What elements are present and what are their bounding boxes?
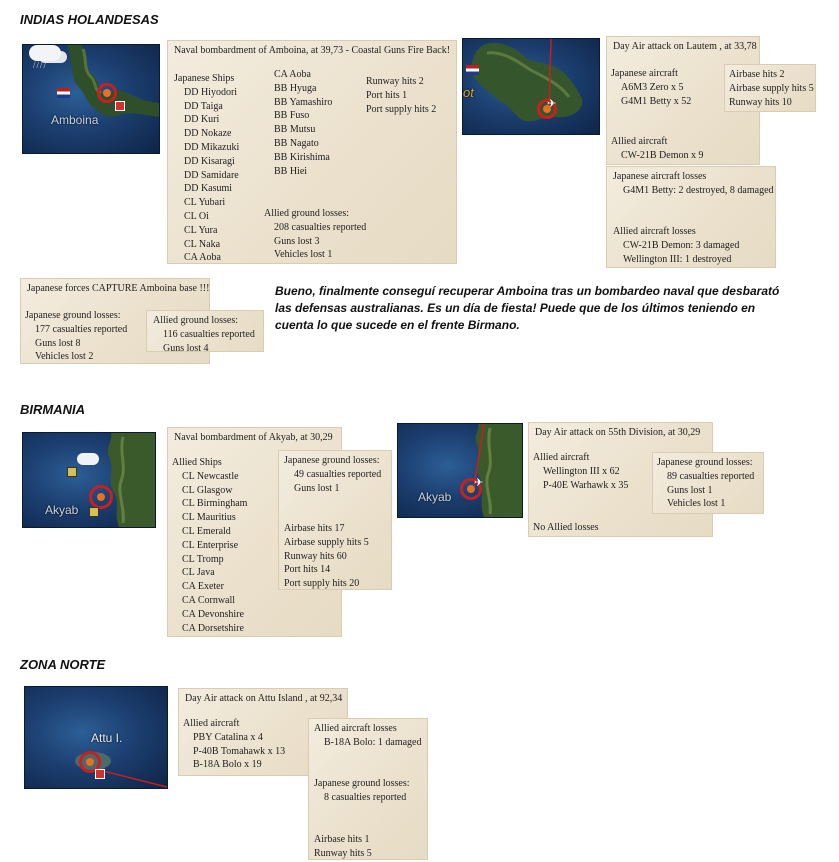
cloud-icon bbox=[77, 453, 99, 465]
allied-aircraft-list bbox=[611, 135, 704, 163]
list-header: Japanese aircraft bbox=[611, 68, 678, 79]
list-item: CL Emerald bbox=[182, 525, 231, 537]
bombardment-results bbox=[366, 75, 436, 116]
explosion-icon bbox=[86, 758, 94, 766]
result-item: Runway hits 2 bbox=[366, 76, 424, 87]
list-item: DD Mikazuki bbox=[184, 141, 240, 153]
result-item: Airbase hits 17 bbox=[284, 523, 345, 534]
list-item: Guns lost 3 bbox=[274, 235, 320, 247]
list-item: Vehicles lost 1 bbox=[274, 249, 333, 261]
allied-ground-losses bbox=[264, 207, 366, 262]
list-header: Allied aircraft bbox=[183, 718, 240, 729]
map-attu bbox=[24, 686, 168, 789]
list-item: BB Fuso bbox=[274, 110, 310, 122]
list-item: CA Aoba bbox=[184, 252, 221, 264]
list-item: DD Kasumi bbox=[184, 183, 233, 195]
japanese-ships-list bbox=[174, 72, 239, 265]
panel-title: Naval bombardment of Akyab, at 30,29 bbox=[174, 432, 333, 443]
bombardment-results bbox=[284, 522, 369, 591]
list-item: P-40E Warhawk x 35 bbox=[543, 479, 629, 491]
list-item: 177 casualties reported bbox=[35, 323, 128, 335]
list-item: DD Nokaze bbox=[184, 128, 232, 140]
panel-lautem-losses bbox=[606, 166, 776, 268]
unit-marker-icon bbox=[89, 507, 99, 517]
list-item: DD Kisaragi bbox=[184, 155, 235, 167]
map-lautem bbox=[462, 38, 600, 135]
explosion-icon bbox=[97, 493, 105, 501]
list-item: CW-21B Demon x 9 bbox=[621, 149, 704, 161]
list-item: 208 casualties reported bbox=[274, 221, 367, 233]
list-item: Wellington III x 62 bbox=[543, 465, 620, 477]
list-item: CL Enterprise bbox=[182, 539, 239, 551]
map-akyab-2-terrain bbox=[398, 424, 522, 517]
list-item: G4M1 Betty: 2 destroyed, 8 damaged bbox=[623, 184, 774, 196]
panel-title: Naval bombardment of Amboina, at 39,73 - Coastal Guns Fire Back! bbox=[174, 45, 451, 56]
rain-icon: //// bbox=[33, 60, 48, 70]
list-item: Guns lost 1 bbox=[294, 482, 340, 494]
list-header: Japanese Ships bbox=[174, 73, 235, 84]
map-label-akyab: Akyab bbox=[45, 503, 79, 517]
list-item: Guns lost 4 bbox=[163, 342, 209, 354]
result-item: Runway hits 5 bbox=[314, 847, 372, 859]
list-header: Allied ground losses: bbox=[153, 315, 238, 326]
list-item: CL Oi bbox=[184, 210, 209, 222]
section-title-birmania: BIRMANIA bbox=[20, 402, 85, 417]
list-header: Allied ground losses: bbox=[264, 208, 349, 219]
list-item: BB Kirishima bbox=[274, 151, 330, 163]
map-lautem-terrain bbox=[463, 39, 599, 134]
list-item: CL Yubari bbox=[184, 197, 226, 209]
allied-aircraft-list bbox=[183, 717, 285, 772]
list-header: Japanese ground losses: bbox=[657, 457, 753, 468]
list-item: Guns lost 8 bbox=[35, 337, 81, 349]
list-item: DD Kuri bbox=[184, 114, 220, 126]
list-item: G4M1 Betty x 52 bbox=[621, 95, 692, 107]
list-item: B-18A Bolo x 19 bbox=[193, 759, 262, 771]
list-item: BB Mutsu bbox=[274, 124, 316, 136]
result-item: Airbase hits 2 bbox=[729, 69, 785, 80]
list-item: CL Yura bbox=[184, 224, 218, 236]
map-akyab-2 bbox=[397, 423, 523, 518]
list-item: CL Mauritius bbox=[182, 512, 236, 524]
result-item: Runway hits 10 bbox=[729, 96, 792, 108]
list-header: Japanese aircraft losses bbox=[613, 171, 707, 182]
result-item: Port supply hits 2 bbox=[366, 103, 437, 115]
list-item: CW-21B Demon: 3 damaged bbox=[623, 239, 740, 251]
map-akyab bbox=[22, 432, 156, 528]
list-header: Japanese ground losses: bbox=[284, 455, 380, 466]
list-item: 116 casualties reported bbox=[163, 328, 255, 340]
list-header: Allied aircraft losses bbox=[314, 723, 397, 734]
list-item: 49 casualties reported bbox=[294, 468, 382, 480]
result-item: Airbase hits 1 bbox=[314, 834, 370, 845]
list-item: CL Glasgow bbox=[182, 484, 233, 496]
list-item: CA Aoba bbox=[274, 69, 311, 80]
netherlands-flag-icon bbox=[466, 65, 479, 75]
panel-lautem-results bbox=[724, 64, 816, 112]
list-item: BB Hyuga bbox=[274, 82, 317, 94]
list-item: Vehicles lost 2 bbox=[35, 351, 94, 363]
list-item: 89 casualties reported bbox=[667, 470, 755, 482]
panel-title: Day Air attack on Lautem , at 33,78 bbox=[613, 41, 757, 52]
section-title-zona-norte: ZONA NORTE bbox=[20, 657, 106, 672]
list-item: DD Hiyodori bbox=[184, 86, 238, 98]
list-item: Vehicles lost 1 bbox=[667, 498, 726, 510]
list-item: BB Nagato bbox=[274, 137, 319, 149]
list-header: Allied aircraft bbox=[533, 452, 590, 463]
map-label-akyab: Akyab bbox=[418, 490, 452, 504]
unit-marker-icon bbox=[115, 101, 125, 111]
list-item: DD Taiga bbox=[184, 100, 223, 112]
list-item: B-18A Bolo: 1 damaged bbox=[324, 736, 422, 748]
list-item: CL Tromp bbox=[182, 553, 224, 565]
list-item: CA Exeter bbox=[182, 581, 224, 593]
list-item: DD Samidare bbox=[184, 169, 239, 181]
list-header: Japanese ground losses: bbox=[25, 310, 121, 321]
allied-ships-list bbox=[172, 456, 247, 635]
list-item: Guns lost 1 bbox=[667, 484, 713, 496]
attack-results bbox=[314, 833, 372, 861]
list-item: P-40B Tomahawk x 13 bbox=[193, 745, 286, 757]
list-item: CA Dorsetshire bbox=[182, 622, 244, 634]
aircraft-icon: ✈ bbox=[547, 98, 557, 110]
aircraft-icon: ✈ bbox=[474, 477, 484, 489]
cloud-icon bbox=[29, 45, 61, 61]
panel-title: Day Air attack on Attu Island , at 92,34 bbox=[185, 693, 343, 704]
result-item: Airbase supply hits 5 bbox=[284, 536, 369, 548]
japanese-ground-losses bbox=[314, 777, 410, 805]
panel-title: Day Air attack on 55th Division, at 30,29 bbox=[535, 427, 701, 438]
list-item: CL Java bbox=[182, 567, 215, 579]
map-label-attu: Attu I. bbox=[91, 731, 123, 745]
panel-attu-losses bbox=[308, 718, 428, 860]
netherlands-flag-icon bbox=[57, 88, 70, 98]
list-item: CL Newcastle bbox=[182, 470, 239, 482]
list-item: BB Hiei bbox=[274, 165, 308, 177]
allied-aircraft-losses bbox=[613, 225, 739, 266]
list-item: CL Birmingham bbox=[182, 498, 248, 510]
map-label-lautem: ot bbox=[463, 85, 474, 100]
explosion-icon bbox=[103, 89, 111, 97]
list-item: A6M3 Zero x 5 bbox=[621, 81, 684, 93]
panel-title: Japanese forces CAPTURE Amboina base !!! bbox=[27, 283, 210, 294]
no-losses-text: No Allied losses bbox=[533, 522, 599, 533]
panel-akyab-results bbox=[278, 450, 392, 590]
list-header: Allied aircraft bbox=[611, 136, 668, 147]
result-item: Port hits 1 bbox=[366, 89, 408, 101]
panel-division-jp-losses bbox=[652, 452, 764, 514]
list-item: 8 casualties reported bbox=[324, 791, 407, 803]
panel-amboina-bombardment bbox=[167, 40, 457, 264]
allied-aircraft-list bbox=[533, 451, 628, 492]
result-item: Airbase supply hits 5 bbox=[729, 82, 814, 94]
commentary-text: Bueno, finalmente conseguí recuperar Amboina tras un bombardeo naval que desbarató las defensas australianas. Es un día de fiesta! Puede que de los últimos teniendo en cuenta lo que sucede en el frente Birmano. bbox=[275, 284, 780, 332]
japanese-aircraft-list bbox=[611, 67, 691, 108]
list-item: CL Naka bbox=[184, 238, 221, 250]
panel-amboina-allied-losses bbox=[146, 310, 264, 352]
japanese-ships-list-2 bbox=[274, 68, 332, 178]
unit-marker-icon bbox=[95, 769, 105, 779]
list-item: CA Devonshire bbox=[182, 608, 244, 620]
list-item: CA Cornwall bbox=[182, 594, 236, 606]
result-item: Port hits 14 bbox=[284, 564, 331, 576]
map-label-amboina: Amboina bbox=[51, 113, 99, 127]
unit-marker-icon bbox=[67, 467, 77, 477]
list-header: Allied Ships bbox=[172, 457, 222, 468]
result-item: Port supply hits 20 bbox=[284, 578, 360, 590]
japanese-ground-losses bbox=[25, 309, 127, 364]
list-item: BB Yamashiro bbox=[274, 96, 333, 108]
list-header: Japanese ground losses: bbox=[314, 778, 410, 789]
list-header: Allied aircraft losses bbox=[613, 226, 696, 237]
list-item: PBY Catalina x 4 bbox=[193, 731, 263, 743]
map-amboina bbox=[22, 44, 160, 154]
section-title-indias-holandesas: INDIAS HOLANDESAS bbox=[20, 12, 159, 27]
result-item: Runway hits 60 bbox=[284, 550, 347, 562]
list-item: Wellington III: 1 destroyed bbox=[623, 253, 732, 265]
